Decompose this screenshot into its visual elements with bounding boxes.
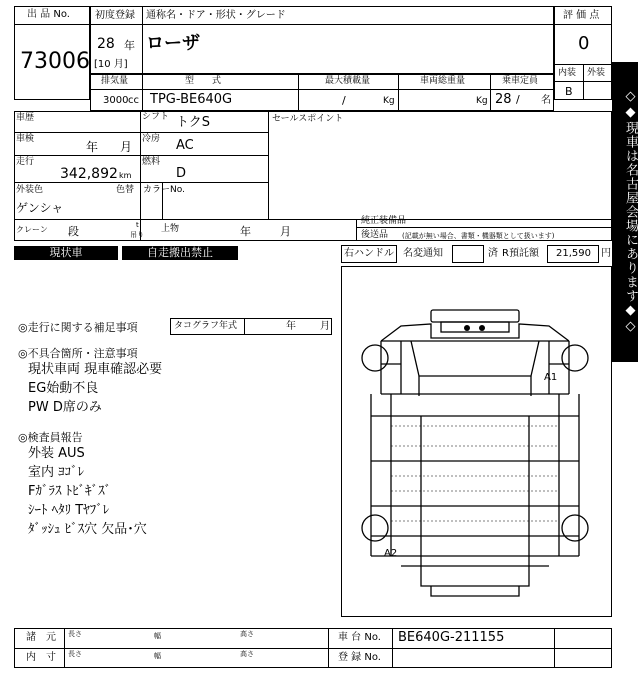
car-name: ローザ — [146, 33, 200, 54]
crane-stage: 段 — [68, 225, 79, 238]
ryo-label: 済 — [488, 248, 498, 259]
naisun-height: 高さ — [240, 650, 254, 658]
model-label: 型 式 — [185, 76, 222, 86]
mark-a1: A1 — [544, 372, 558, 383]
ext-color-label: 外装色 — [16, 185, 44, 195]
mileage-value: 342,892 — [60, 166, 118, 182]
upper-month: 月 — [280, 225, 291, 238]
inspection-label: 車検 — [16, 134, 35, 144]
riding-value: 28 — [495, 92, 512, 107]
reg-label: 登 録 No. — [338, 652, 381, 663]
shift-label: シフト — [142, 112, 170, 122]
inspection-month-unit: 月 — [120, 140, 133, 154]
color-code-label: カラーNo. — [143, 185, 185, 195]
inspector-title: ◎検査員報告 — [18, 431, 83, 444]
naisun-width: 幅 — [154, 652, 161, 660]
inspector-line-5: ﾀﾞｯｼｭ ﾋﾞｽ穴 欠品･穴 — [28, 522, 147, 537]
handle-value: 右ハンドル — [344, 248, 394, 259]
inspector-line-1: 外装 AUS — [28, 446, 85, 461]
inspector-line-4: ｼｰﾄ ﾍﾀﾘ Tﾔﾌﾞﾚ — [28, 503, 110, 518]
model-value: TPG-BE640G — [150, 92, 233, 107]
score-value: 0 — [578, 33, 590, 54]
mileage-label: 走行 — [16, 157, 35, 167]
lot-label: 出 品 No. — [27, 9, 70, 20]
defect-title: ◎不具合箇所・注意事項 — [18, 347, 138, 360]
name-change-box — [452, 245, 484, 263]
inspector-line-3: Fｶﾞﾗｽ ﾄﾋﾞｷﾞｽﾞ — [28, 484, 112, 499]
car-name-label: 通称名・ドア・形状・グレード — [146, 10, 286, 21]
first-reg-label: 初度登録 — [95, 10, 135, 21]
fuel-value: D — [176, 166, 187, 181]
recycle-value: 21,590 — [556, 248, 591, 259]
chassis-label: 車 台 No. — [338, 632, 381, 643]
gross-weight-label: 車両総重量 — [420, 76, 466, 86]
score-label: 評 価 点 — [563, 10, 600, 21]
max-load-unit: Kg — [383, 96, 395, 106]
displacement-unit: cc — [128, 95, 139, 106]
gross-weight-unit: Kg — [476, 96, 488, 106]
sales-point-label: セールスポイント — [272, 114, 344, 124]
inspector-line-2: 室内 ﾖｺﾞﾚ — [28, 465, 85, 480]
tacho-month: 月 — [320, 321, 330, 332]
side-banner: ◇◆現車は名古屋会場にあります◆◇ — [612, 62, 638, 362]
aftermarket-note: (記載が無い場合、書類・機器類として扱います) — [402, 232, 555, 240]
driving-title: ◎走行に関する補足事項 — [18, 321, 138, 334]
name-change-label: 名変通知 — [403, 248, 443, 259]
cooler-value: AC — [176, 138, 194, 153]
crane-ton-unit: t — [136, 221, 139, 229]
history-label: 車歴 — [16, 113, 35, 123]
mark-a2: A2 — [384, 548, 398, 559]
inspection-year-unit: 年 — [86, 140, 99, 154]
crane-label: クレーン — [16, 225, 48, 234]
naisun-label: 内 寸 — [26, 652, 56, 663]
riding-label: 乗車定員 — [502, 76, 539, 86]
recycle-label: R預託額 — [502, 248, 539, 259]
defect-line-1: 現状車両 現車確認必要 — [28, 362, 163, 377]
defect-line-3: PW D席のみ — [28, 400, 102, 415]
cooler-label: 冷房 — [142, 134, 161, 144]
current-tag: 現状車 — [14, 246, 118, 260]
interior-grade: B — [565, 85, 573, 98]
shoyo-width: 幅 — [154, 632, 161, 640]
year-unit: 年 — [124, 39, 135, 52]
tacho-label: タコグラフ年式 — [174, 321, 238, 331]
max-load-value: / — [342, 94, 346, 107]
naisun-length: 長さ — [68, 650, 82, 658]
shoyo-label: 諸 元 — [26, 632, 56, 643]
chassis-value: BE640G-211155 — [398, 630, 505, 645]
shoyo-length: 長さ — [68, 630, 82, 638]
color-no-label: 色替 — [116, 185, 135, 195]
tacho-year: 年 — [286, 321, 296, 332]
mileage-unit: km — [119, 171, 132, 180]
genuine-label: 純正装備品 — [361, 216, 407, 226]
recycle-unit: 円 — [601, 248, 611, 259]
exterior-label: 外装 — [587, 68, 606, 78]
displacement-label: 排気量 — [101, 76, 129, 86]
self-drive-tag: 自走搬出禁止 — [122, 246, 238, 260]
riding-sep: / — [516, 93, 520, 106]
riding-unit: 名 — [541, 95, 551, 106]
shift-value: トクS — [176, 115, 210, 130]
aftermarket-label: 後送品 — [361, 230, 389, 240]
lot-number: 73006 — [20, 49, 90, 74]
upper-label: 上物 — [161, 224, 180, 234]
truck-diagram — [341, 266, 612, 617]
shoyo-height: 高さ — [240, 630, 254, 638]
first-reg-month: [10 月] — [94, 59, 128, 70]
defect-line-2: EG始動不良 — [28, 381, 99, 396]
displacement-value: 3000 — [103, 95, 129, 106]
fuel-label: 燃料 — [142, 157, 161, 167]
max-load-label: 最大積載量 — [325, 76, 371, 86]
first-reg-year: 28 — [97, 36, 115, 52]
upper-year: 年 — [240, 225, 251, 238]
interior-label: 内装 — [558, 68, 577, 78]
ext-color-value: ゲンシャ — [16, 201, 64, 215]
crane-hang: 吊り — [130, 231, 144, 239]
